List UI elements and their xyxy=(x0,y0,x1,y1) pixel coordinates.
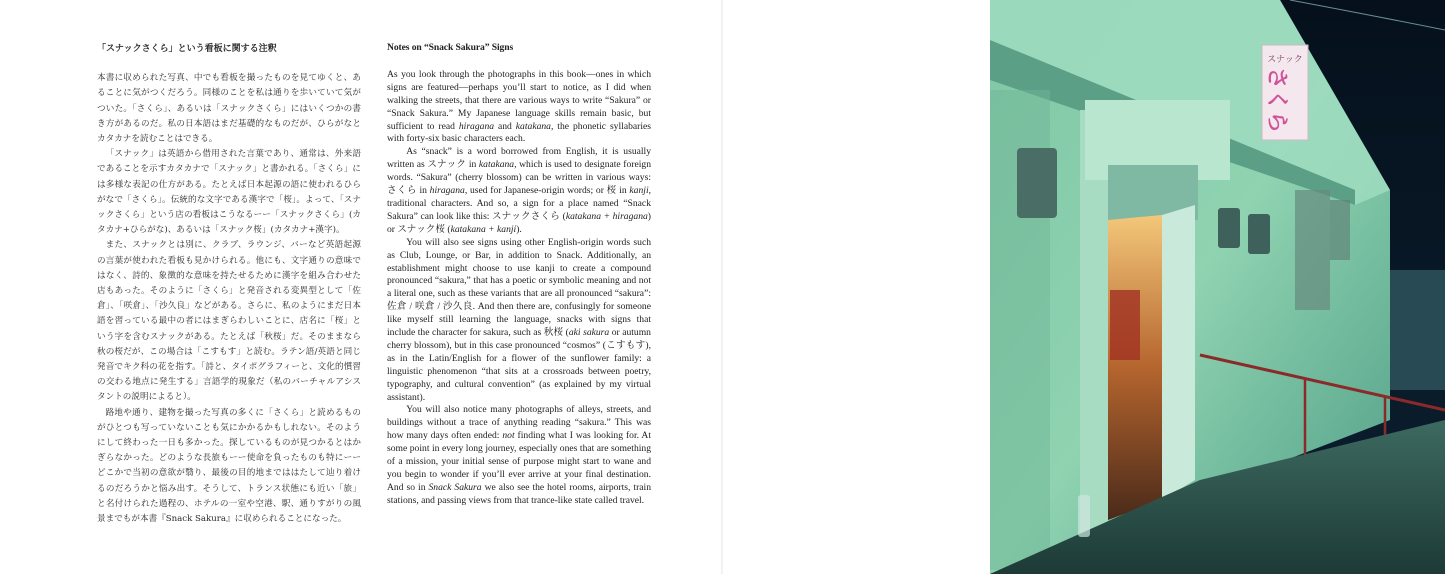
japanese-title: 「スナックさくら」という看板に関する注釈 xyxy=(97,44,277,54)
wall-panel xyxy=(1295,190,1330,310)
english-paragraph-3: You will also see signs using other English-origin words such as Club, Lounge, or Bar, in addition to Snack. Additionally, an establishment might choose to use kanji to create a compound pronounced “sakura,” that has a poetic or symbolic meaning and not a literal one, such as these variants that are all pronounced “sakura”: 佐倉 / 咲倉 / 沙久良. And then there are, confusingly for someone like myself still learning the language, snacks with signs that include the character for sakura, such as 秋桜 (aki sakura or autumn cherry blossom), but in this case pronounced “cosmos” (こすもす), as in the Latin/English for a flower of the sunflower family: a linguistic phenomenon “that sits at a crossroads between poetry, typography, and cultural convention” (as explained by my virtual assistant). xyxy=(387,236,651,403)
electric-meter xyxy=(1248,214,1270,254)
english-paragraph-4: You will also notice many photographs of alleys, streets, and buildings without a trace of anything reading “sakura.” This was how many days often ended: not finding what I was looking for. At some point in every long journey, especially ones that are something of a mission, your initial sense of purpose might start to wane and you begin to wonder if you’ll ever arrive at your final destination. And so in Snack Sakura we also see the hotel rooms, airports, train stations, and passing views from that trance-like state called travel. xyxy=(387,404,652,506)
english-column xyxy=(387,42,651,508)
night-snack-bar-photo xyxy=(990,0,1445,574)
electric-meter xyxy=(1218,208,1240,248)
english-title: Notes on “Snack Sakura” Signs xyxy=(387,42,514,53)
open-door xyxy=(1162,205,1195,500)
wall-panel xyxy=(1330,200,1350,260)
japanese-paragraph: 本書に収められた写真、中でも看板を撮ったものを見てゆくと、あることに気がつくだろう。同様のことを私は通りを歩いていて気がついた。「さくら」、あるいは「スナックさくら」にはいくつかの書き方があるのだ。私の日本語はまだ基礎的なものだが、ひらがなとカタカナを読むことはできる。 xyxy=(97,73,361,145)
bottle xyxy=(1078,495,1090,537)
japanese-paragraph: 「スナック」は英語から借用された言葉であり、通常は、外来語であることを示すカタカナで「スナック」と書かれる。「さくら」には多様な表記の仕方がある。たとえば日本起源の語に使われるひらがなで「さくら」。伝統的な文字である漢字で「桜」。よって、「スナックさくら」という店の看板はこうなるーー「スナックさくら」(カタカナ+ひらがな)、あるいは「スナック桜」(カタカナ+漢字)。 xyxy=(97,149,361,236)
english-paragraph-2: As “snack” is a word borrowed from English, it is usually written as スナック in katakana, which is used to designate foreign words. “Sakura” (cherry blossom) can be written in various ways: さくら in hiragana, used for Japanese-origin words; or 桜 in kanji, traditional characters. And so, a sign for a place named “Snack Sakura” can look like this: スナックさくら (katakana + hiragana) or スナック桜 (katakana + kanji). xyxy=(387,146,652,235)
japanese-paragraph: また、スナックとは別に、クラブ、ラウンジ、バーなど英語起源の言葉が使われた看板も見かけられる。他にも、文字通りの意味ではなく、詩的、象徴的な意味を持たせるために漢字を組み合わせた店もあった。そのように「さくら」と発音される変異型として「佐倉」、「咲倉」、「沙久良」などがある。さらに、私のようにまだ日本語を習っている最中の者にはまぎらわしいことに、店名に「桜」という字を含むスナックがある。たとえば「秋桜」だ。そのままなら秋の桜だが、この場合は「こすもす」と読む。ラテン語/英語と同じ発音でキク科の花を指す。「詩と、タイポグラフィーと、文化的慣習の交わる地点に発生する」言語学的現象だ（私のバーチャルアシスタントの説明によると）。 xyxy=(97,240,361,403)
electric-meter-left xyxy=(1017,148,1057,218)
english-paragraph-1: As you look through the photographs in this book—ones in which signs are featured—perhaps you’ll start to notice, as I did when walking the streets, that there are various ways to write “Sakura” or “Snack Sakura.” My Japanese language skills remain basic, but sufficient to read hiragana and katakana, the phonetic syllabaries with forty-six basic characters each. xyxy=(387,68,651,145)
left-page xyxy=(0,0,722,574)
japanese-paragraph: 路地や通り、建物を撮った写真の多くに「さくら」と読めるものがひとつも写っていないことも気にかかるかもしれない。そのようにして終わった一日も多かった。探しているものが見つかるとはかぎらなかった。どのような長旅もーー使命を負ったものも特にーーどこかで当初の意欲が翳り、最後の目的地までははたして辿り着けるのだろうかと悩み出す。そうして、トランス状態にも近い「旅」と名付けられた過程の、ホテルの一室や空港、駅、通りすがりの風景までもが本書『Snack Sakura』に収められることになった。 xyxy=(97,407,361,525)
lit-doorway xyxy=(1108,215,1162,520)
japanese-column xyxy=(97,42,361,527)
sign-hiragana: さくら xyxy=(1264,66,1289,134)
sign-katakana: スナック xyxy=(1267,55,1303,65)
interior-red-wall xyxy=(1110,290,1140,360)
